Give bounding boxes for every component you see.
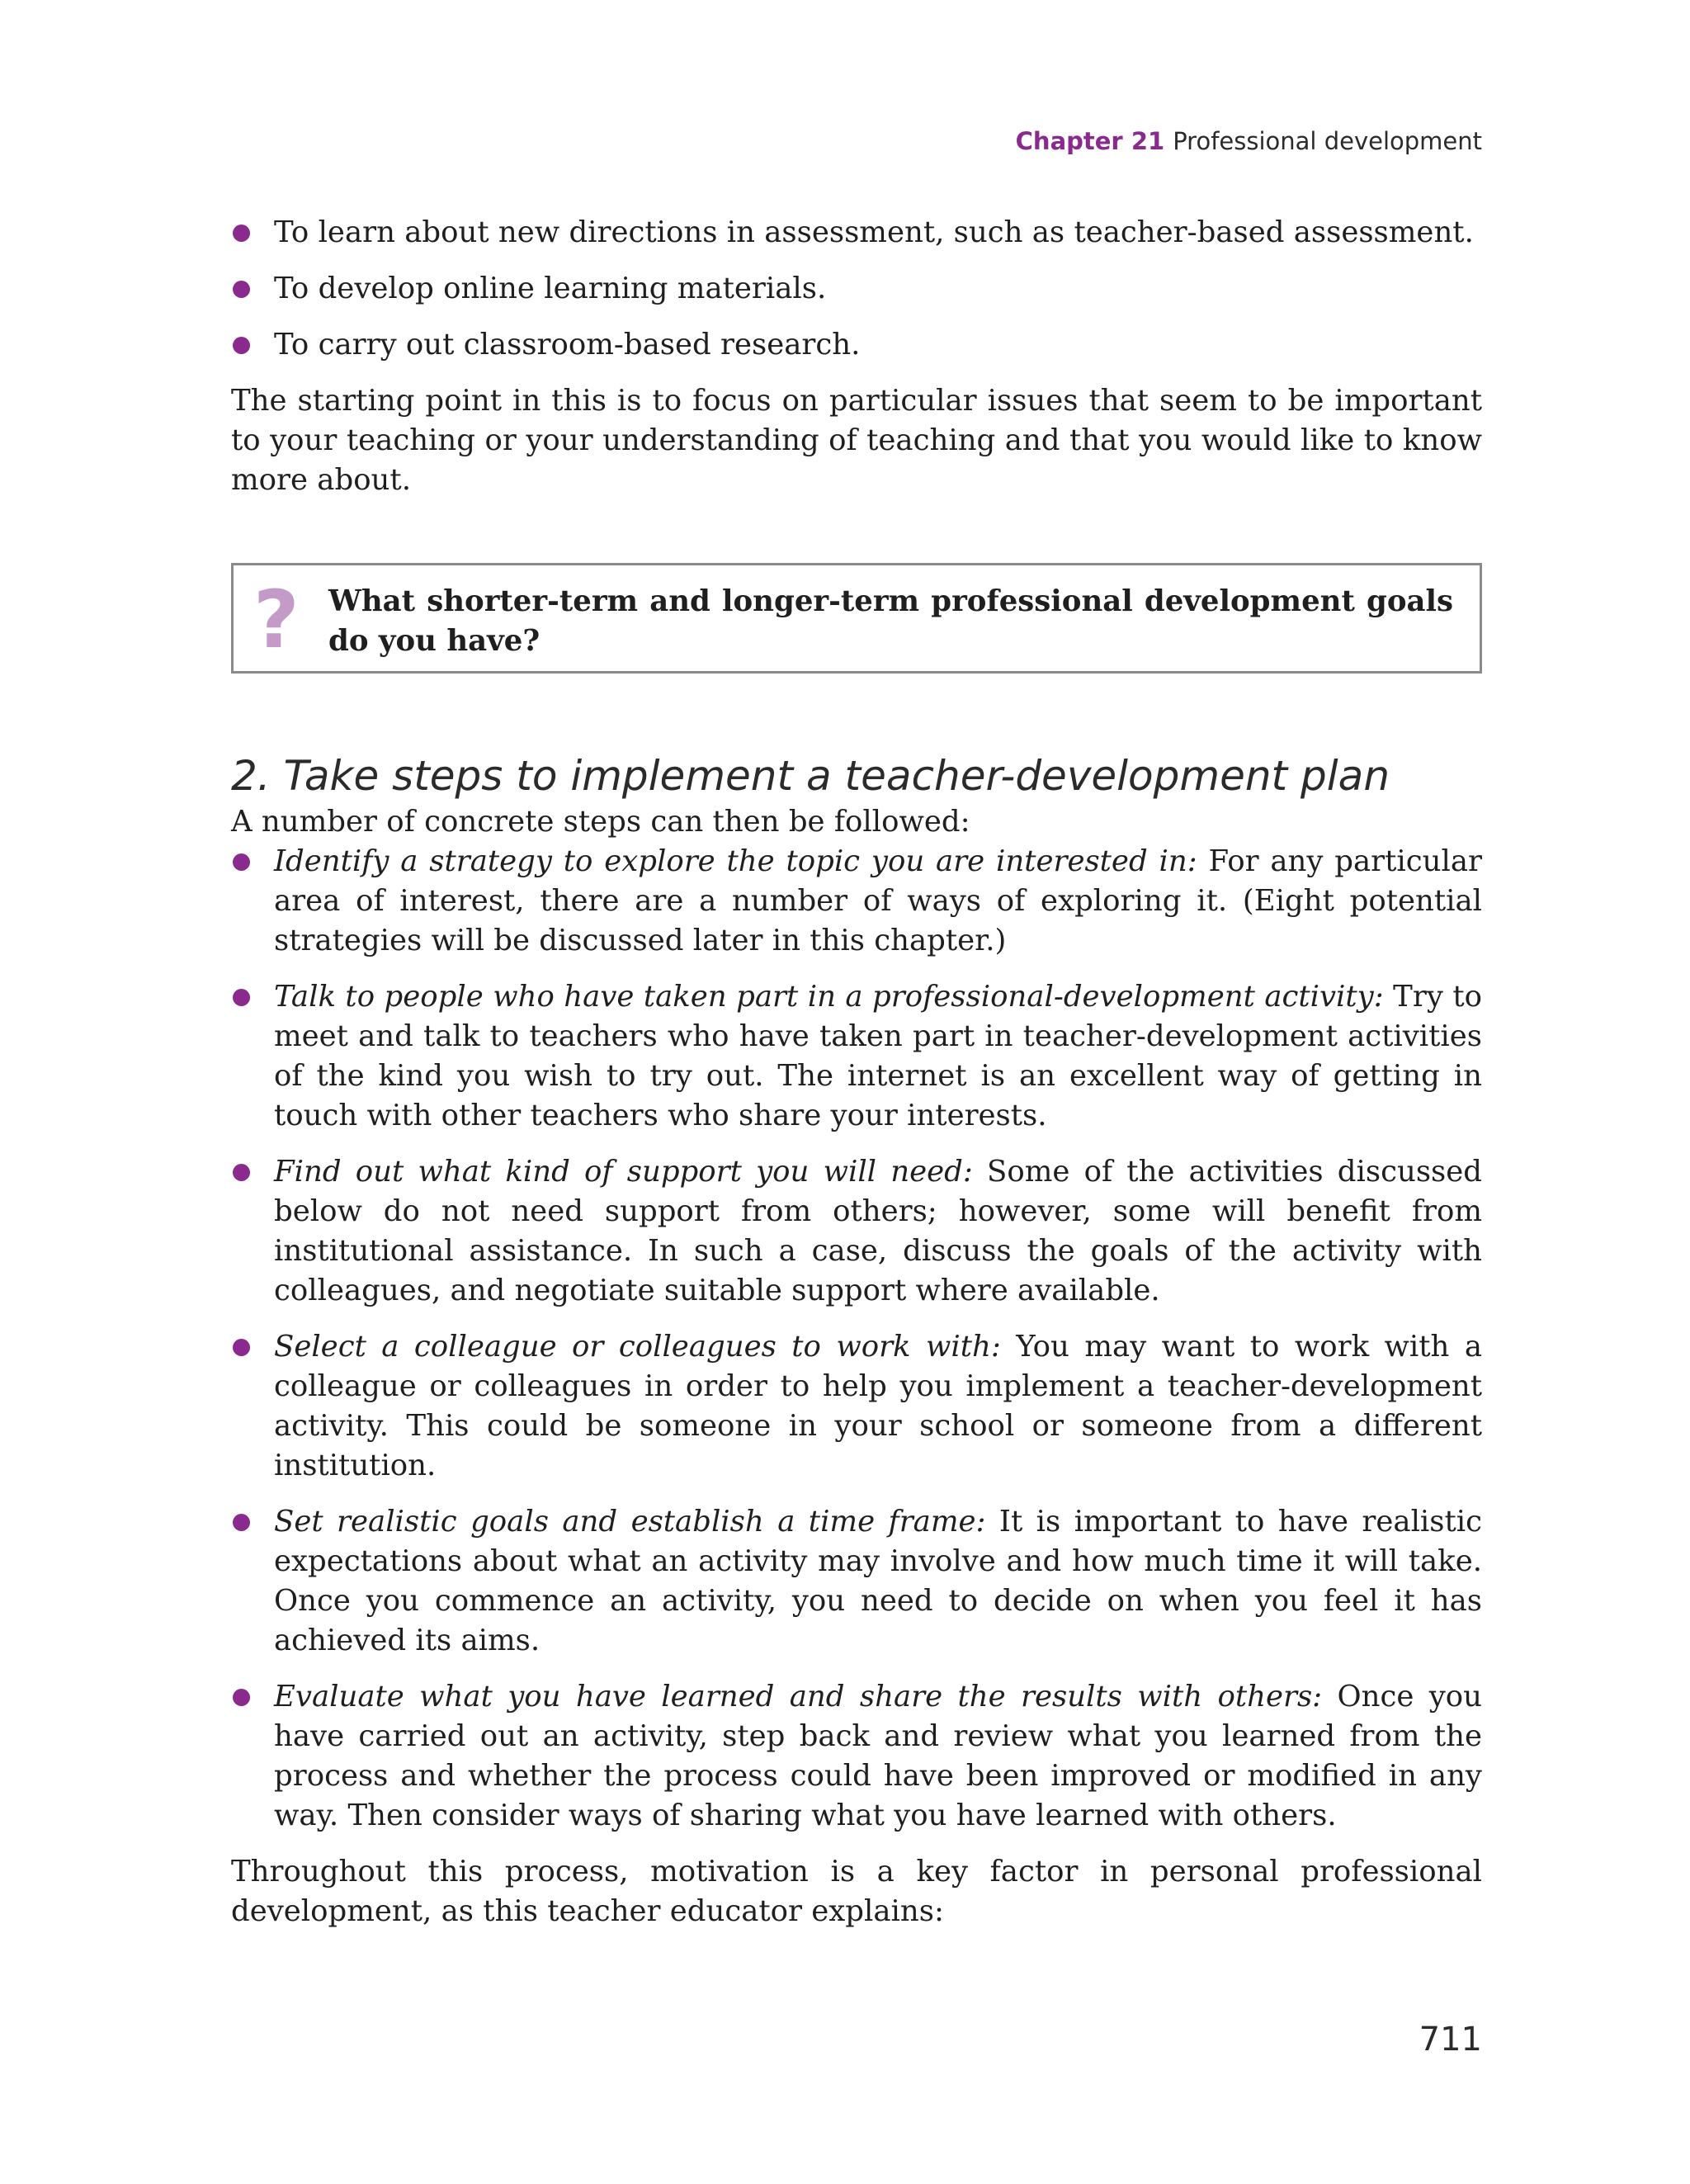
step-text: It is important to have realistic expectations about what an activity may involve and how much time it will take. Once you commence an activity, you need to decide on when you feel it has achieved its aims.	[274, 1505, 1482, 1657]
page-number: 711	[1419, 2021, 1482, 2059]
step-lead: Find out what kind of support you will need:	[274, 1155, 973, 1189]
step-text: For any particular area of interest, there are a number of ways of exploring it. (Eight potential strategies will be discussed later in this chapter.)	[274, 844, 1482, 957]
step-lead: Evaluate what you have learned and share the results with others:	[274, 1680, 1323, 1714]
bullet-icon	[233, 989, 250, 1006]
list-item: To learn about new directions in assessment, such as teacher-based assessment.	[231, 213, 1482, 253]
page-content	[231, 213, 1482, 1931]
step-lead: Set realistic goals and establish a time frame:	[274, 1505, 986, 1539]
list-item	[231, 1677, 1482, 1836]
bullet-icon	[233, 225, 250, 242]
bullet-icon	[233, 1514, 250, 1531]
bullet-icon	[233, 1689, 250, 1706]
step-text: Once you have carried out an activity, step back and review what you learned from the process and whether the process could have been improved or modified in any way. Then consider ways of sharing what you have learned with others.	[274, 1680, 1482, 1832]
step-lead: Select a colleague or colleagues to work with:	[274, 1330, 1001, 1364]
list-item	[231, 1152, 1482, 1311]
reflection-question: What shorter-term and longer-term professional development goals do you have?	[328, 584, 1453, 658]
list-item: To carry out classroom-based research.	[231, 325, 1482, 365]
section-heading: 2. Take steps to implement a teacher-development plan	[231, 752, 1390, 800]
list-item	[231, 1502, 1482, 1661]
step-text: You may want to work with a colleague or colleagues in order to help you implement a teacher-development activity. This could be someone in your school or someone from a different institution.	[274, 1330, 1482, 1482]
bullet-icon	[233, 337, 250, 354]
bullet-icon	[233, 1339, 250, 1356]
step-lead: Talk to people who have taken part in a professional-development activity:	[274, 980, 1384, 1014]
bullet-icon	[233, 1164, 250, 1181]
step-lead: Identify a strategy to explore the topic you are interested in:	[274, 844, 1197, 878]
list-item	[231, 1327, 1482, 1486]
list-item	[231, 977, 1482, 1136]
list-item: To develop online learning materials.	[231, 269, 1482, 309]
running-head	[1016, 127, 1482, 155]
chapter-label: Chapter 21	[1015, 127, 1165, 155]
paragraph: The starting point in this is to focus on particular issues that seem to be important to your teaching or your understanding of teaching and that you would like to know more about.	[231, 384, 1482, 497]
step-text: Try to meet and talk to teachers who have taken part in teacher-development activities of the kind you wish to try out. The internet is an excellent way of getting in touch with other teachers who share your interests.	[274, 980, 1482, 1132]
step-text: Some of the activities discussed below do not need support from others; however, some will benefit from institutional assistance. In such a case, discuss the goals of the activity with colleagues, and negotiate suitable support where available.	[274, 1155, 1482, 1307]
reflection-question-box	[231, 563, 1482, 674]
list-item	[231, 842, 1482, 961]
bullet-icon	[233, 281, 250, 298]
steps-list	[231, 842, 1482, 1836]
section-intro: A number of concrete steps can then be followed:	[231, 805, 970, 839]
question-mark-icon: ?	[253, 574, 300, 666]
bullet-icon	[233, 853, 250, 871]
closing-paragraph: Throughout this process, motivation is a key factor in personal professional development, as this teacher educator explains:	[231, 1855, 1482, 1928]
goal-list	[231, 213, 1482, 365]
chapter-title: Professional development	[1173, 127, 1482, 155]
